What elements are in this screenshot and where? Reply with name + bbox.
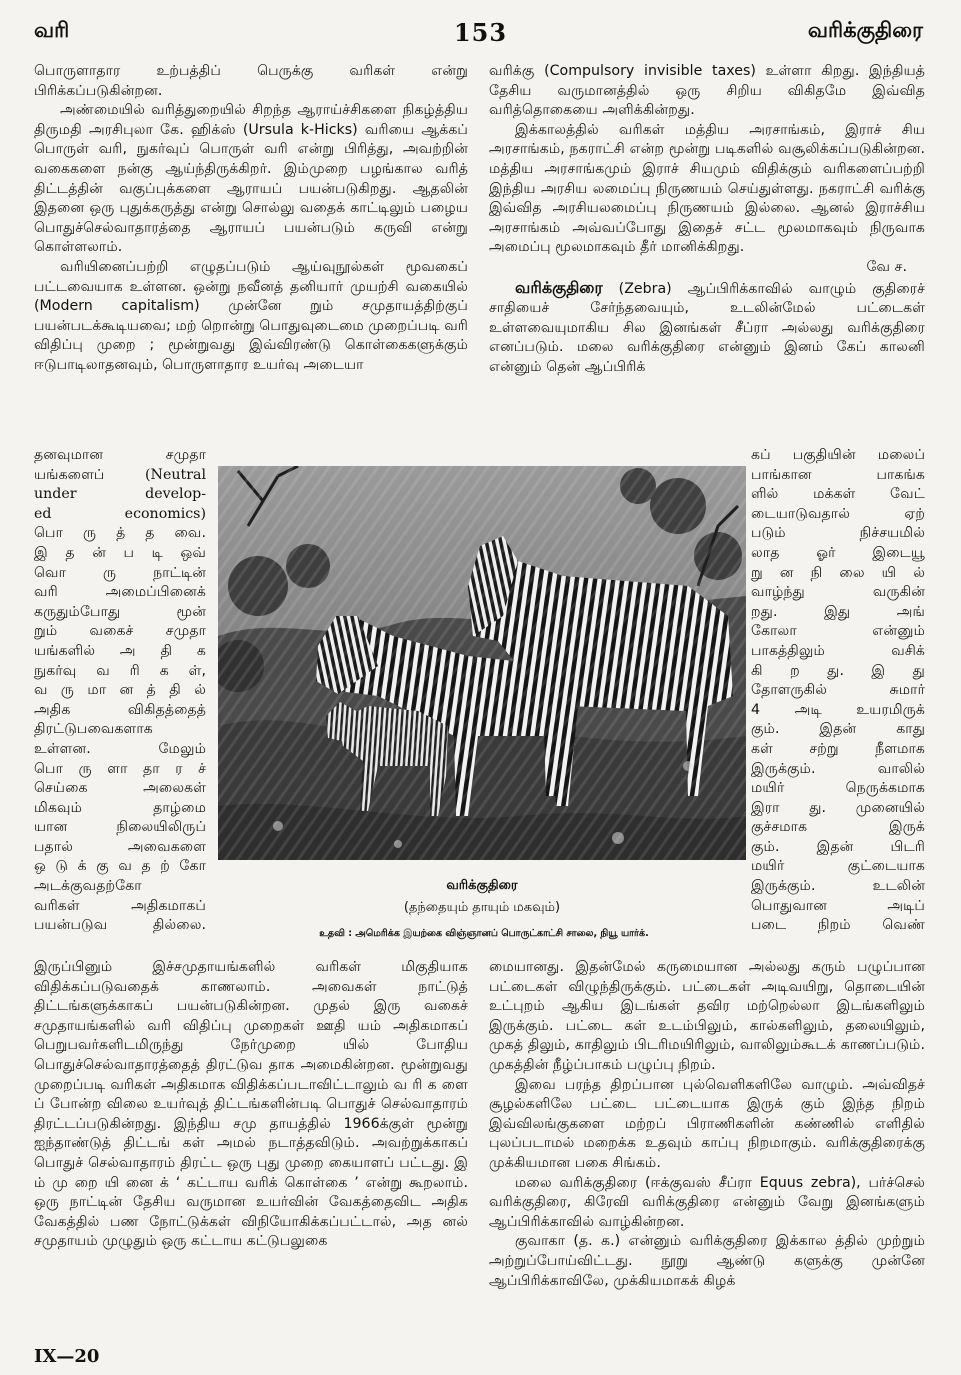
text-line: அதிக விகிதத்தைத் [34,701,206,718]
paragraph: வரிக்கு (Compulsory invisible taxes) உள்ளா கிறது. இந்தியத் தேசிய வருமானத்தில் ஒரு சிறிய விகிதமே இவ்வித வரித்தொகையை அளிக்கின்றது. [489,63,925,119]
text-line: டையாடுவதால் ஏற் [751,505,925,522]
text-line: றும் வகைச் சமுதா [34,623,206,640]
text-line: லாத ஓர் இடையூ [751,544,925,561]
running-head-right: வரிக்குதிரை [807,18,923,42]
paragraph: இவை பரந்த திறப்பான புல்வெளிகளிலே வாழும். அவ்விதச் சூழல்களிலே பட்டை பட்டையாக இருக் கும் இந்த நிறம் இவ்விலங்குகளை மற்றப் பிராணிகளின் கண்ணில் எளிதில் புலப்படாமல் மறைக்க உதவும் காப்பு நிறமாகும். வரிக்குதிரைக்கு முக்கியமான பகை சிங்கம். [489,1076,925,1171]
text-line: தனவுமான சமுதா [34,447,206,463]
text-line: உள்ளன. மேலும் [34,740,206,757]
text-line: பொ ரு த் த வை. [34,525,206,542]
text-line: கோலா என்னும் [751,623,925,640]
text-line: செய்கை அலைகள் [34,780,206,797]
paragraph: மையானது. இதன்மேல் கருமையான அல்லது கரும் பழுப்பான பட்டைகள் விழுந்திருக்கும். பட்டைகள் அடிவயிறு, தொடையின் உட்புறம் ஆகிய இடங்கள் தவிர மற்றெல்லா இடங்களிலும் இருக்கும். பட்டை கள் உடம்பிலும், கால்களிலும், தலையிலும், முகத் திலும், காதிலும் பிடரிமயிரிலும், வாலிலும்கூடக் காணப்படும். முகத்தின் நீழ்ப்பாகம் பழுப்பு நிறம். [489,959,925,1073]
text-line: இருக்கும். வாலில் [751,760,925,777]
text-line: கப் பகுதியின் மலைப் [751,447,925,463]
text-line: பதால் அவைகளை [34,838,206,855]
text-line: வரி அமைப்பினைக் [34,584,206,601]
text-line: குச்சமாக இருக் [751,819,925,836]
text-line: பாங்கான பாகங்க [751,466,925,483]
running-head-left: வரி [34,18,70,42]
entry-intro-text: (Zebra) ஆப்பிரிக்காவில் வாழும் குதிரைச் சாதியைச் சேர்ந்தவையும், உடலின்மேல் பட்டைகள் உள்ளவையுமாகிய சில இனங்கள் சீப்ரா அல்லது வரிக்குதிரை எனப்படும். மலை வரிக்குதிரை என்னும் இனம் கேப் காலனி என்னும் தென் ஆப்பிரிக் [489,280,925,375]
text-line: கி ற து. இ து [751,662,925,679]
left-column-bottom [34,958,468,1252]
paragraph: இக்காலத்தில் வரிகள் மத்திய அரசாங்கம், இராச் சிய அரசாங்கம், நகராட்சி என்ற மூன்று படிகளில் வசூலிக்கப்படுகின்றன. மத்திய அரசாங்கமும் இராச் சியமும் விதிக்கும் வரிகளைப்பற்றி இந்திய அரசிய லமைப்பு நிருணயம் செய்துள்ளது. நகராட்சி வரிக்கு இவ்வித அரசியலமைப்பு நிருணயம் இல்லை. ஆனல் இராச்சிய அரசாங்கம் அவ்வப்போது இதைச் சட்ட மூலமாகவும் நிருவாக அமைப்பு மூலமாகவும் தீர் மானிக்கிறது. [489,121,925,256]
figure-caption-subtitle: (தந்தையும் தாயும் மகவும்) [403,900,561,915]
zebra-photograph [218,466,746,860]
paragraph: குவாகா (த. க.) என்னும் வரிக்குதிரை இக்கால த்தில் முற்றும் அற்றுப்போய்விட்டது. நூறு ஆண்டு களுக்கு முன்னே ஆப்பிரிக்காவிலே, முக்கியமாகக் கிழக் [489,1233,925,1289]
text-line: திரட்டுபவைகளாக [34,721,153,738]
text-line: வாழ்ந்து வருகின் [751,584,925,601]
text-line: பொதுவான அடிப் [751,897,925,914]
text-line: படும் நிச்சயமில் [751,525,925,542]
right-column-top [489,62,925,378]
text-line: 4 அடி உயரமிருக் [751,701,925,718]
text-line: யங்களில் அ தி க [34,642,206,659]
paragraph: வரியினைப்பற்றி எழுதப்படும் ஆய்வுநூல்கள் மூவகைப் பட்டவையாக உள்ளன. ஒன்று நவீனத் தனியார் முயற்சி வகையில் (Modern capitalism) முன்னே றும் சமுதாயத்திற்குப் பயன்படக்கூடியவை; மற் றொன்று பொதுவுடைமை முறைப்படி வரி விதிப்பு முறை ; மூன்றுவது இவ்விரண்டு கொள்கைகளுக்கும் ஈடுபாடிலாதனவும், பொருளாதார உயர்வு அடையா [34,258,468,373]
author-signature: வே ச. [866,258,907,275]
text-line: யங்களைப் (Neutral [34,466,206,483]
text-line: வரிகள் அதிகமாகப் [34,897,206,914]
paragraph: அண்மையில் வரித்துறையில் சிறந்த ஆராய்ச்சிகளை நிகழ்த்திய திருமதி அரசிபுலா கே. ஹிக்ஸ் (Ursula k-Hicks) வரியை ஆக்கப் பொருள் வரி, நுகர்வுப் பொருள் வரி என்று பிரித்து, அவற்றின் வகைகளை நன்கு ஆய்ந்திருக்கிறர். இம்முறை பழங்கால வரித் திட்டத்தின் வகுப்புக்களை ஆராயப் பயன்படுகிறது. ஆதலின் இதனை ஒரு புதுக்கருத்து என்று சொல்லு வதைக் காட்டிலும் பழைய பொதுச்செல்வாதாரத்தை ஆராயப் பயன்படும் கருவி என்று கொள்ளலாம். [34,102,468,256]
text-line: ed economics) [34,505,206,522]
text-line: வ ரு மா ன த் தி ல் [34,682,206,699]
text-line: அடக்குவதற்கோ [34,878,142,895]
paragraph: பொருளாதார உற்பத்திப் பெருக்கு வரிகள் என்று பிரிக்கப்படுகின்றன. [34,63,468,99]
text-line: வொ ரு நாட்டின் [34,564,206,581]
text-line: under develop- [34,486,206,503]
text-line: இ த ன் ப டி ஒவ் [34,544,206,561]
page-number: 153 [453,18,508,47]
right-column-narrow [751,446,925,936]
text-line: றது. இது அங் [751,603,925,620]
text-line: படை நிறம் வெண் [751,917,925,934]
text-line: தோளருகில் சுமார் [751,682,925,699]
text-line: பாகத்திலும் வசிக் [751,642,925,659]
text-line: கும். இதன் பிடரி [751,838,925,855]
text-line: மிகவும் தாழ்மை [34,799,206,816]
text-line: இருக்கும். உடலின் [751,878,925,895]
left-column-narrow [34,446,206,936]
text-line: மயிர் குட்டையாக [751,858,925,875]
text-line: பொ ரு ளா தா ர ச் [34,760,206,777]
paragraph: மலை வரிக்குதிரை (ஈக்குவஸ் சீப்ரா Equus zebra), பர்ச்செல் வரிக்குதிரை, கிரேவி வரிக்குதிரை என்னும் வேறு இனங்களும் ஆப்பிரிக்காவில் வாழ்கின்றன. [489,1174,925,1230]
right-column-bottom [489,958,925,1291]
text-line: று ன நி லை யி ல் [751,564,925,581]
text-line: நுகர்வு வ ரி க ள், [34,662,206,679]
paragraph: இருப்பினும் இச்சமுதாயங்களில் வரிகள் மிகுதியாக விதிக்கப்படுவதைக் காணலாம். அவைகள் நாட்டுத் திட்டங்களுக்காகப் பயன்படுகின்றன. முதல் இரு வகைச் சமுதாயங்களில் வரி விதிப்பு முறைகள் ஊதி யம் அதிகமாகப் பெறுபவர்களிடமிருந்து நேர்முறை யில் போதிய பொதுச்செல்வாதாரத்தைத் திரட்டுவ தாக அமைகின்றன. மூன்றுவது முறைப்படி வரிகள் அதிகமாக விதிக்கப்படாவிட்டாலும் வ ரி க ளை ப் போன்ற விலை உயர்வுத் திட்டங்களின்படி பொதுச் செல்வாதாரம் திரட்டப்படுகின்றது. இந்திய சமு தாயத்தில் 1966க்குள் மூன்று ஐந்தாண்டுத் திட்டங் கள் அமல் நடாத்தவிடும். அவற்றுக்காகப் பொதுச் செல்வாதாரம் திரட்ட ஒரு புது முறை கையாளப் பட்டது. இ ம் மு றை யி னை க் ‘ கட்டாய வரிக் கொள்கை ’ என்று கூறலாம். ஒரு நாட்டின் தேசிய வருமான உயர்வின் வேகத்தைவிட அதிக வேகத்தில் பண நோட்டுக்கள் விநியோகிக்கப்பட்டால், அத னல் சமுதாயம் முழுதும் ஒரு கட்டாய கட்டுபலுகை [34,959,468,1250]
entry-headword: வரிக்குதிரை [515,277,603,297]
text-line: பயன்படுவ தில்லை. [34,917,206,934]
text-line: ஒ டு க் கு வ த ற் கோ [34,858,206,875]
left-column-top [34,62,468,376]
entry-intro [489,278,925,378]
text-line: ளில் மக்கள் வேட் [751,486,925,503]
text-line: கள் சற்று நீளமாக [751,740,925,757]
text-line: கும். இதன் காது [751,721,925,738]
text-line: மயிர் நெருக்கமாக [751,780,925,797]
text-line: கருதும்போது மூன் [34,603,206,620]
text-line: யான நிலையிலிருப் [34,819,206,836]
text-line: இரா து. முனையில் [751,799,925,816]
volume-page-marker: IX—20 [34,1346,100,1367]
figure-caption-title: வரிக்குதிரை [446,878,518,893]
figure-credit: உதவி : அமெரிக்க இயற்கை விஞ்ஞானப் பொருட்காட்சி சாலை, நியூ யார்க். [319,928,649,939]
